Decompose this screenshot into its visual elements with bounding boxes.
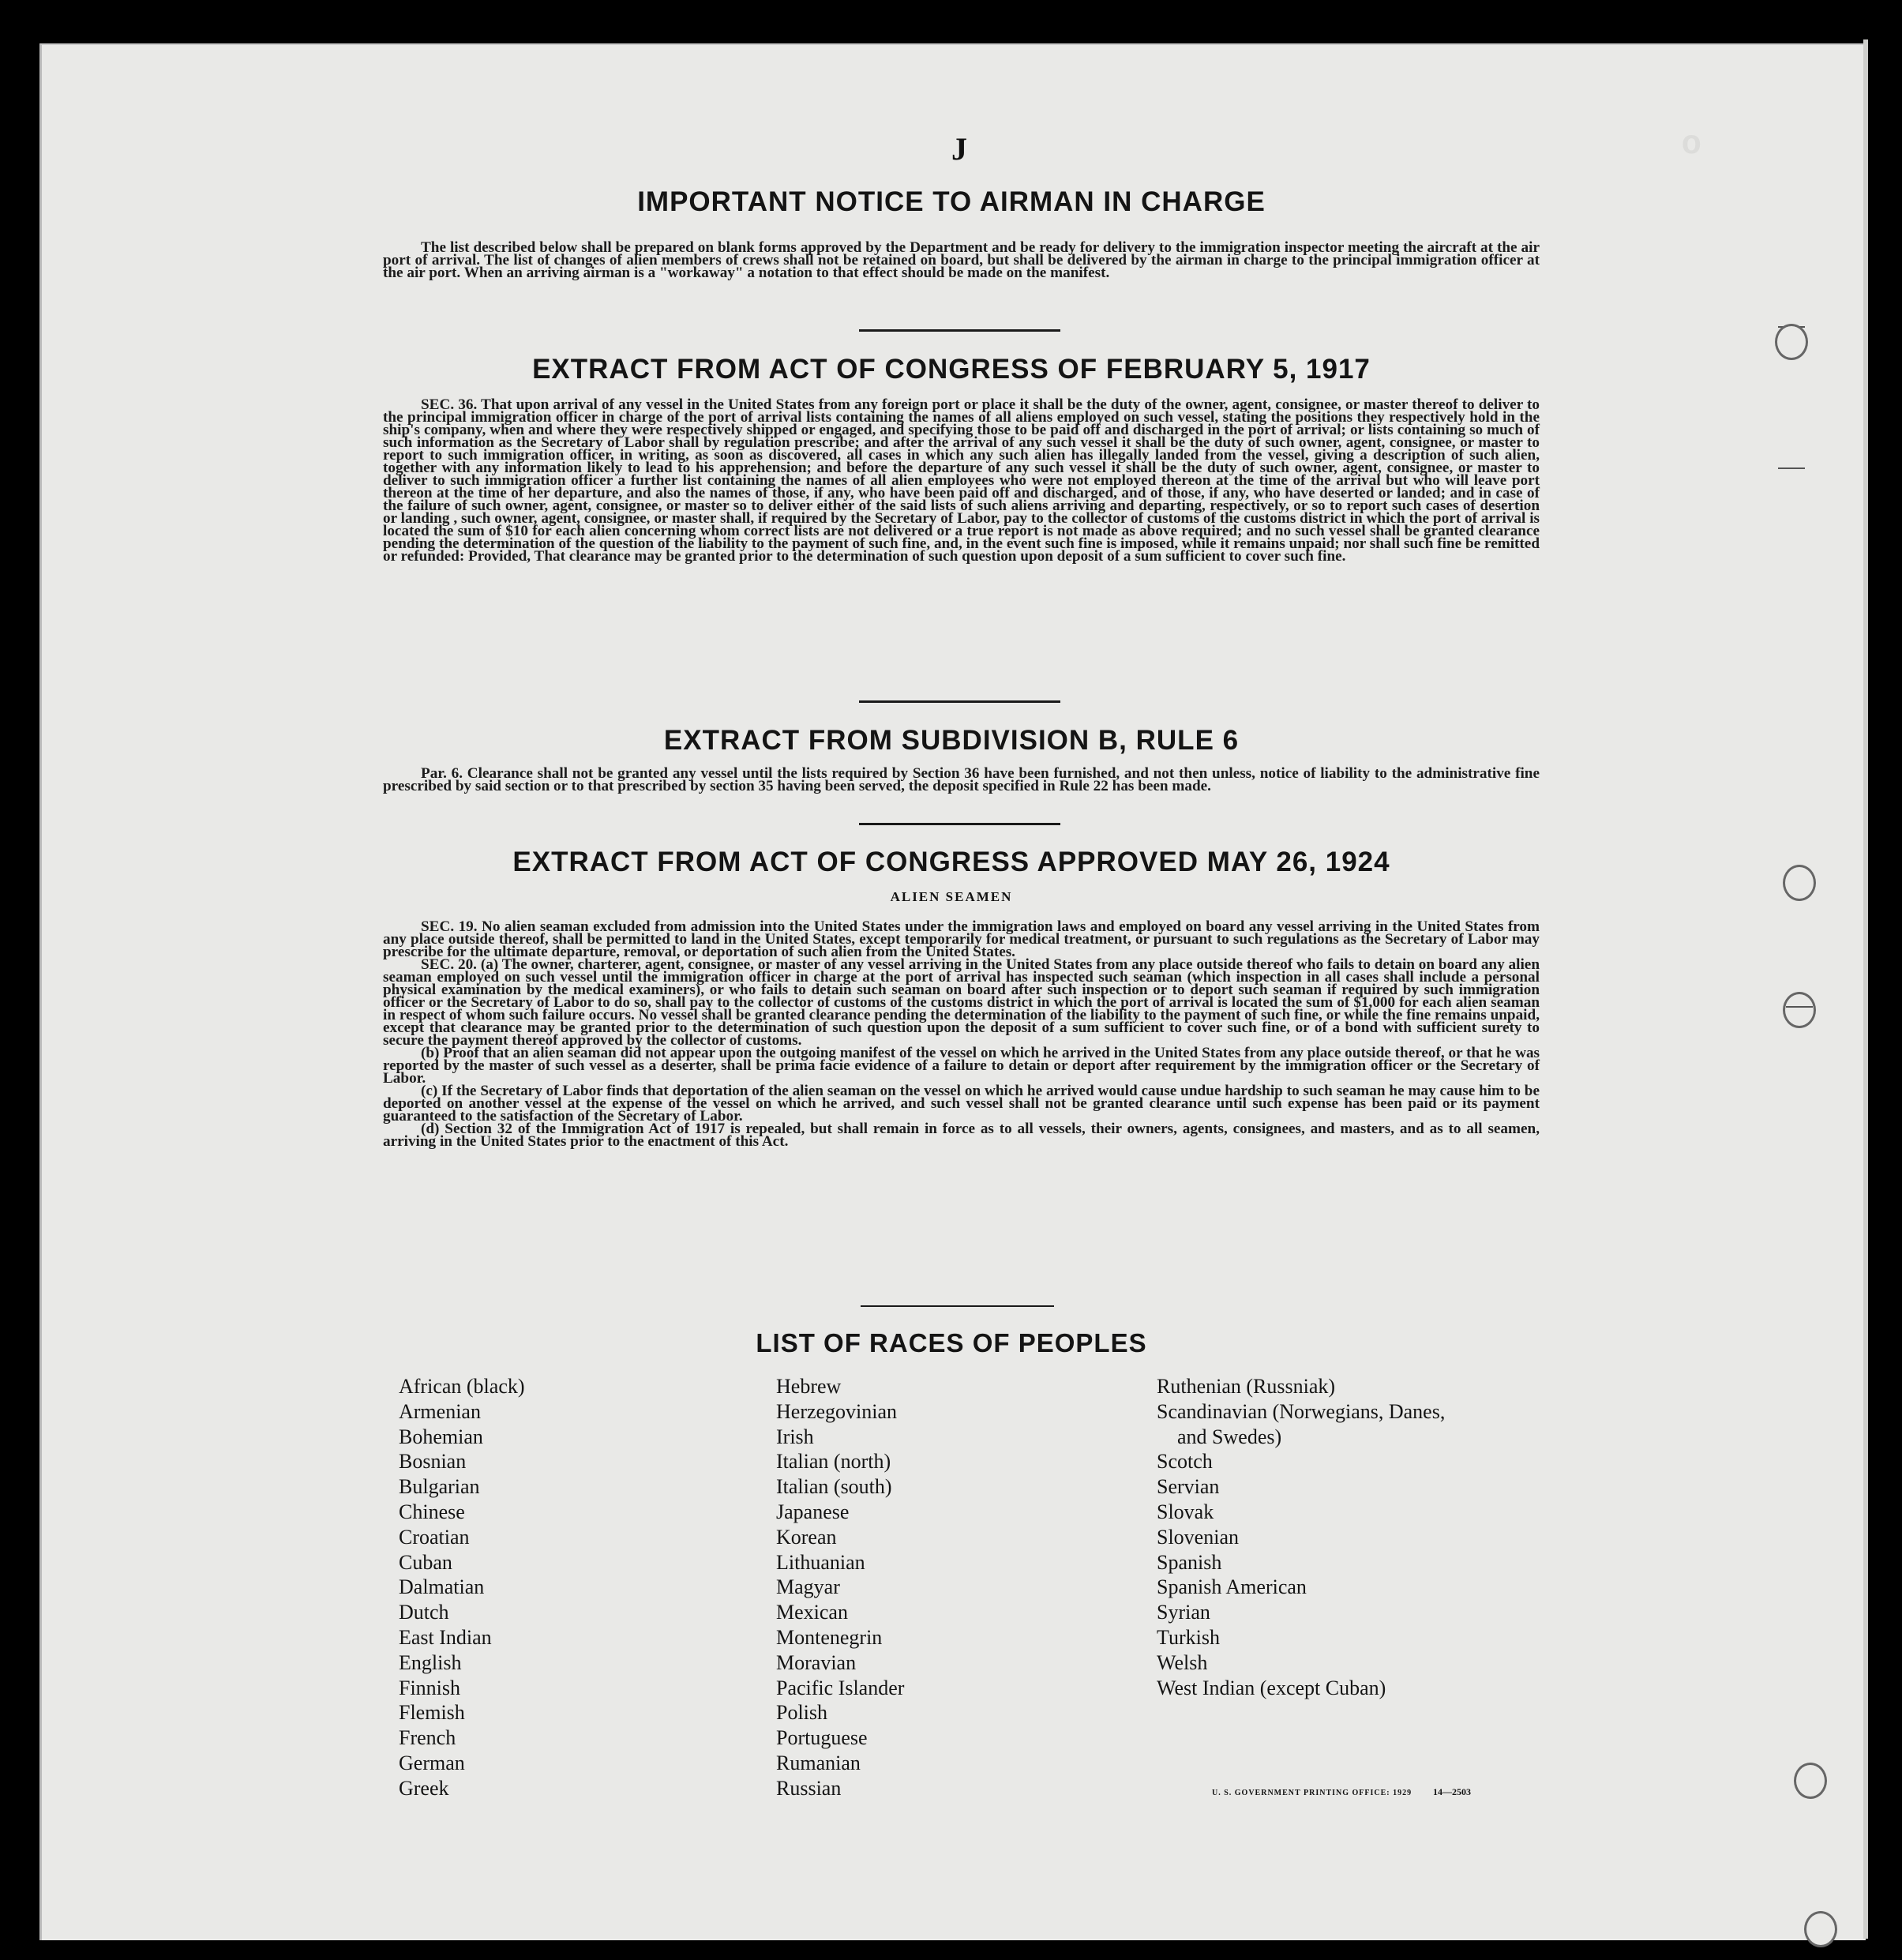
race-entry: Italian (north) bbox=[776, 1450, 891, 1474]
race-entry: Russian bbox=[776, 1776, 842, 1800]
race-entry: Servian bbox=[1157, 1475, 1220, 1499]
section-20a-text: SEC. 20. (a) The owner, charterer, agent, consignee, or master of any vessel arriving in the United States from any place outside thereof who fails to detain on board any alien seaman employed on such vessel until the immigration officer in charge at the port of arrival has inspected such seaman (which inspection in all cases shall include a personal physical examination by the medical examiners), or who fails to detain such seaman on board after such inspection or to deport such seaman if required by such immigration officer or the Secretary of Labor to do so, shall pay to the collector of customs of the customs district in which the port of arrival is located the sum of $1,000 for each alien seaman in respect of whom such failure occurs. No vessel shall be granted clearance pending the determination of the liability to the payment of such fine, or while the fine remains unpaid, except that clearance may be granted prior to the determination of such question upon the deposit of a sum sufficient to cover such fine, or of a bond with sufficient surety to secure the payment thereof approved by the collector of customs. bbox=[383, 956, 1540, 1049]
race-entry: Slovak bbox=[1157, 1500, 1214, 1523]
page-mark: J bbox=[951, 131, 967, 167]
race-entry: Turkish bbox=[1157, 1625, 1220, 1649]
races-column-2 bbox=[776, 1374, 904, 1801]
binder-hole bbox=[1775, 324, 1808, 360]
margin-tick bbox=[1778, 467, 1805, 469]
section-20c-text: (c) If the Secretary of Labor finds that deportation of the alien seaman on the vessel on which he arrived would cause undue hardship to such seaman he may cause him to be deported on another vessel at the expense of the vessel on which he arrived, and such vessel shall not be granted clearance until such expense has been paid or its payment guaranteed to the satisfaction of the Secretary of Labor. bbox=[383, 1083, 1540, 1125]
margin-tick bbox=[1786, 1006, 1813, 1008]
divider bbox=[861, 1305, 1054, 1307]
form-number: 14—2503 bbox=[1433, 1786, 1471, 1797]
section-20b-text: (b) Proof that an alien seaman did not appear upon the outgoing manifest of the vessel on which he arrived in the United States from any place outside thereof, or that he was reported by the master of such vessel as a deserter, shall be prima facie evidence of a failure to detain or deport after requirement by the immigration officer or the Secretary of Labor. bbox=[383, 1045, 1540, 1087]
race-entry: East Indian bbox=[399, 1625, 492, 1649]
race-entry: Bohemian bbox=[399, 1425, 483, 1448]
race-entry: Magyar bbox=[776, 1575, 840, 1599]
binder-hole bbox=[1783, 865, 1816, 901]
race-entry: Pacific Islander bbox=[776, 1676, 905, 1699]
race-entry: Irish bbox=[776, 1425, 814, 1448]
race-entry: Polish bbox=[776, 1701, 828, 1725]
race-entry: West Indian (except Cuban) bbox=[1157, 1676, 1386, 1699]
race-entry: Welsh bbox=[1157, 1650, 1208, 1674]
race-entry: Syrian bbox=[1157, 1601, 1210, 1624]
race-entry: Herzegovinian bbox=[776, 1399, 898, 1423]
race-entry: Scandinavian (Norwegians, Danes, bbox=[1157, 1399, 1446, 1423]
race-entry: Finnish bbox=[399, 1676, 461, 1699]
divider bbox=[859, 700, 1060, 703]
act-1924-title: EXTRACT FROM ACT OF CONGRESS APPROVED MAY 26, 1924 bbox=[512, 847, 1390, 877]
section-20d-text: (d) Section 32 of the Immigration Act of 1917 is repealed, but shall remain in force as to all vessels, their owners, agents, consignees, and masters, and as to all seamen, arriving in the United States prior to the enactment of this Act. bbox=[383, 1121, 1540, 1150]
notice-body: The list described below shall be prepared on blank forms approved by the Department and be ready for delivery to the immigration inspector meeting the aircraft at the air port of arrival. The list of changes of alien members of crews shall not be retained on board, but shall be delivered by the airman in charge to the principal immigration officer at the air port. When an arriving airman is a "workaway" a notation to that effect should be made on the manifest. bbox=[383, 239, 1540, 281]
act-1917-title: EXTRACT FROM ACT OF CONGRESS OF FEBRUARY 5, 1917 bbox=[532, 354, 1371, 385]
binder-hole bbox=[1783, 992, 1816, 1028]
races-column-3 bbox=[1157, 1374, 1445, 1700]
race-entry: Rumanian bbox=[776, 1751, 861, 1774]
divider bbox=[859, 329, 1060, 332]
race-entry: Mexican bbox=[776, 1601, 848, 1624]
race-entry: Moravian bbox=[776, 1650, 857, 1674]
printer-imprint: U. S. GOVERNMENT PRINTING OFFICE: 1929 bbox=[1212, 1789, 1412, 1797]
act-1924-body bbox=[383, 918, 1540, 1150]
binder-hole bbox=[1804, 1911, 1837, 1947]
section-36-text: SEC. 36. That upon arrival of any vessel in the United States from any foreign port or place it shall be the duty of the owner, agent, consignee, or master thereof to deliver to the principal immigration officer in charge of the port of arrival lists containing the names of all aliens employed on such vessel, stating the positions they respectively hold in the ship's company, when and where they were respectively shipped or engaged, and specifying those to be paid off and discharged in the port of arrival; or lists containing so much of such information as the Secretary of Labor shall by regulation prescribe; and after the arrival of any such vessel it shall be the duty of such owner, agent, consignee, or master to report to such immigration officer, in writing, as soon as discovered, all cases in which any such alien has illegally landed from the vessel, giving a description of such alien, together with any information likely to lead to his apprehension; and before the departure of any such vessel it shall be the duty of such owner, agent, consignee, or master to deliver to such immigration officer a further list containing the names of all alien employees who were not employed thereon at the time of the arrival but who will leave port thereon at the time of her departure, and also the names of those, if any, who have been paid off and discharged, and of those, if any, who have deserted or landed; and in case of the failure of such owner, agent, consignee, or master so to deliver either of the said lists of such aliens arriving and departing, respectively, or so to report such cases of desertion or landing , such owner, agent, consignee, or master shall, if required by the Secretary of Labor, pay to the collector of customs of the customs district in which the port of arrival is located the sum of $10 for each alien concerning whom correct lists are not delivered or a true report is not made as above required; and no such vessel shall be granted clearance pending the determination of the question of the liability to the payment of such fine, and, in the event such fine is imposed, while it remains unpaid; nor shall such fine be remitted or refunded: Provided, That clearance may be granted prior to the determination of such question upon deposit of a sum sufficient to cover such fine. bbox=[383, 396, 1540, 565]
race-entry: Dalmatian bbox=[399, 1575, 485, 1599]
race-entry: Bosnian bbox=[399, 1450, 467, 1474]
race-entry: Spanish bbox=[1157, 1550, 1222, 1574]
race-entry: Chinese bbox=[399, 1500, 465, 1523]
races-column-1 bbox=[399, 1374, 525, 1801]
rule-6-body bbox=[383, 765, 1540, 794]
race-entry: Italian (south) bbox=[776, 1475, 892, 1499]
race-entry: Spanish American bbox=[1157, 1575, 1307, 1599]
race-entry: Slovenian bbox=[1157, 1525, 1239, 1549]
race-entry: Cuban bbox=[399, 1550, 452, 1574]
race-entry: Lithuanian bbox=[776, 1550, 865, 1574]
race-entry: Greek bbox=[399, 1776, 449, 1800]
race-entry: Bulgarian bbox=[399, 1475, 480, 1499]
race-entry: French bbox=[399, 1726, 456, 1750]
race-entry: Japanese bbox=[776, 1500, 850, 1523]
paragraph-6-text: Par. 6. Clearance shall not be granted any vessel until the lists required by Section 36 have been furnished, and not then unless, notice of liability to the administrative fine prescribed by said section or to that prescribed by section 35 having been served, the deposit specified in Rule 22 has been made. bbox=[383, 765, 1540, 794]
race-entry: German bbox=[399, 1751, 465, 1774]
page-edge bbox=[1863, 39, 1868, 1939]
race-entry: Scotch bbox=[1157, 1450, 1213, 1474]
race-entry: English bbox=[399, 1650, 462, 1674]
binder-hole bbox=[1794, 1763, 1827, 1799]
divider bbox=[859, 823, 1060, 825]
race-entry: Armenian bbox=[399, 1399, 481, 1423]
act-1917-body bbox=[383, 396, 1540, 565]
race-entry: Hebrew bbox=[776, 1375, 842, 1398]
race-entry: and Swedes) bbox=[1177, 1425, 1282, 1448]
race-entry: Croatian bbox=[399, 1525, 470, 1549]
alien-seamen-subtitle: ALIEN SEAMEN bbox=[890, 889, 1013, 904]
race-entry: Portuguese bbox=[776, 1726, 868, 1750]
races-title: LIST OF RACES OF PEOPLES bbox=[756, 1328, 1147, 1357]
race-entry: Korean bbox=[776, 1525, 837, 1549]
notice-title: IMPORTANT NOTICE TO AIRMAN IN CHARGE bbox=[637, 186, 1266, 217]
bleed-through-mark: ₒ bbox=[1682, 107, 1701, 160]
race-entry: Montenegrin bbox=[776, 1625, 883, 1649]
rule-6-title: EXTRACT FROM SUBDIVISION B, RULE 6 bbox=[663, 725, 1240, 756]
race-entry: Ruthenian (Russniak) bbox=[1157, 1375, 1336, 1398]
race-entry: African (black) bbox=[399, 1375, 525, 1398]
section-19-text: SEC. 19. No alien seaman excluded from admission into the United States under the immigration laws and employed on board any vessel arriving in the United States from any place outside thereof, shall be permitted to land in the United States, except temporarily for medical treatment, or pursuant to such regulations as the Secretary of Labor may prescribe for the ultimate departure, removal, or deportation of such alien from the United States. bbox=[383, 918, 1540, 960]
race-entry: Flemish bbox=[399, 1701, 465, 1725]
race-entry: Dutch bbox=[399, 1601, 449, 1624]
